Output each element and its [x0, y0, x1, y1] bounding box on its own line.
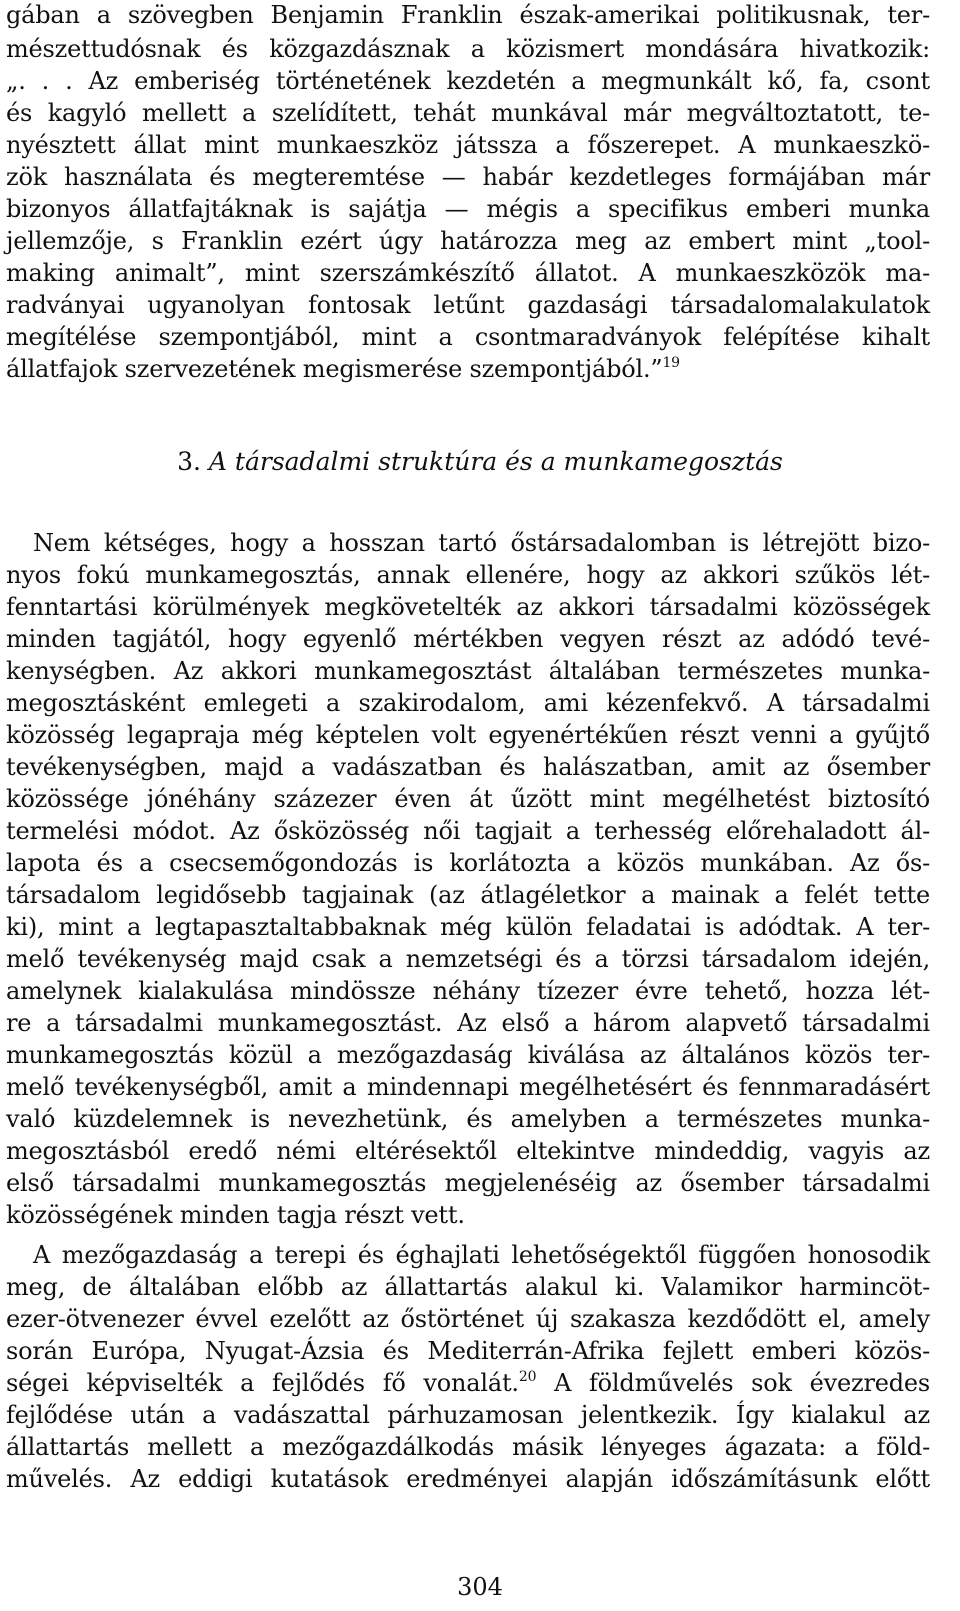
text-line: jellemzője, s Franklin ezért úgy határozza meg az embert mint „tool- — [6, 227, 930, 255]
text-line: megosztásként emlegeti a szakirodalom, ami kézenfekvő. A társadalmi — [6, 689, 930, 717]
text-line: zök használata és megteremtése — habár kezdetleges formájában már — [6, 163, 930, 191]
text-line: radványai ugyanolyan fontosak letűnt gazdasági társadalomalakulatok — [6, 291, 930, 319]
section-number: 3. — [177, 447, 201, 476]
text-line: fenntartási körülmények megkövetelték az akkori társadalmi közösségek — [6, 593, 930, 621]
text-line: ezer-ötvenezer évvel ezelőtt az őstörténet új szakasza kezdődött el, amely — [6, 1305, 930, 1333]
text-line: állattartás mellett a mezőgazdálkodás másik lényeges ágazata: a föld- — [6, 1433, 930, 1461]
text-line: „. . . Az emberiség történetének kezdetén a megmunkált kő, fa, csont — [6, 67, 930, 95]
line-text-tail: A földművelés sok évezredes — [554, 1369, 930, 1397]
text-line: gában a szövegben Benjamin Franklin észak-amerikai politikusnak, ter- — [6, 1, 930, 29]
text-line: való küzdelemnek is nevezhetünk, és amelyben a természetes munka- — [6, 1105, 930, 1133]
text-line: során Európa, Nyugat-Ázsia és Mediterrán-Afrika fejlett emberi közös- — [6, 1337, 930, 1365]
text-line: fejlődése után a vadászattal párhuzamosan jelentkezik. Így kialakul az — [6, 1401, 930, 1429]
text-line: mészettudósnak és közgazdásznak a közismert mondására hivatkozik: — [6, 35, 930, 63]
section-heading — [0, 446, 960, 478]
text-line — [6, 1368, 930, 1398]
text-line: A mezőgazdaság a terepi és éghajlati lehetőségektől függően honosodik — [33, 1241, 930, 1269]
text-line: kenységben. Az akkori munkamegosztást általában természetes munka- — [6, 657, 930, 685]
text-line: megosztásból eredő némi eltérésektől eltekintve mindeddig, vagyis az — [6, 1137, 930, 1165]
text-line — [6, 354, 930, 384]
text-line: nyésztett állat mint munkaeszköz játssza a főszerepet. A munkaeszkö- — [6, 131, 930, 159]
quote-last-text: állatfajok szervezetének megismerése szempontjából.” — [6, 355, 663, 383]
text-line: amelynek kialakulása mindössze néhány tízezer évre tehető, hozza lét- — [6, 977, 930, 1005]
text-line: re a társadalmi munkamegosztást. Az első a három alapvető társadalmi — [6, 1009, 930, 1037]
page-number: 304 — [457, 1573, 503, 1601]
footnote-ref: 20 — [518, 1369, 537, 1385]
text-line: tevékenységben, majd a vadászatban és halászatban, amit az ősember — [6, 753, 930, 781]
text-line: nyos fokú munkamegosztás, annak ellenére, hogy az akkori szűkös lét- — [6, 561, 930, 589]
text-line: megítélése szempontjából, mint a csontmaradványok felépítése kihalt — [6, 323, 930, 351]
text-line: bizonyos állatfajtáknak is sajátja — mégis a specifikus emberi munka — [6, 195, 930, 223]
text-line: minden tagjától, hogy egyenlő mértékben vegyen részt az adódó tevé- — [6, 625, 930, 653]
text-line: közösség legapraja még képtelen volt egyenértékűen részt venni a gyűjtő — [6, 721, 930, 749]
text-line: közösségének minden tagja részt vett. — [6, 1201, 465, 1229]
text-line: és kagyló mellett a szelídített, tehát munkával már megváltoztatott, te- — [6, 99, 930, 127]
text-line: making animalt”, mint szerszámkészítő állatot. A munkaeszközök ma- — [6, 259, 930, 287]
text-line: termelési módot. Az ősközösség női tagjait a terhesség előrehaladott ál- — [6, 817, 930, 845]
text-line: művelés. Az eddigi kutatások eredményei alapján időszámításunk előtt — [6, 1465, 930, 1493]
text-line: Nem kétséges, hogy a hosszan tartó őstársadalomban is létrejött bizo- — [33, 529, 930, 557]
section-title: A társadalmi struktúra és a munkamegosztás — [208, 447, 783, 476]
text-line: melő tevékenységből, amit a mindennapi megélhetésért és fennmaradásért — [6, 1073, 930, 1101]
text-line: első társadalmi munkamegosztás megjelenéséig az ősember társadalmi — [6, 1169, 930, 1197]
text-line: társadalom legidősebb tagjainak (az átlagéletkor a mainak a felét tette — [6, 881, 930, 909]
text-line: melő tevékenység majd csak a nemzetségi és a törzsi társadalom idején, — [6, 945, 930, 973]
line-text: ségei képviselték a fejlődés fő vonalát. — [6, 1369, 519, 1397]
text-line: közössége jónéhány százezer éven át űzött mint megélhetést biztosító — [6, 785, 930, 813]
text-line: meg, de általában előbb az állattartás alakul ki. Valamikor harmincöt- — [6, 1273, 930, 1301]
text-line: munkamegosztás közül a mezőgazdaság kiválása az általános közös ter- — [6, 1041, 930, 1069]
text-line: ki), mint a legtapasztaltabbaknak még külön feladatai is adódtak. A ter- — [6, 913, 930, 941]
footnote-ref: 19 — [662, 355, 680, 371]
text-line: lapota és a csecsemőgondozás is korlátozta a közös munkában. Az ős- — [6, 849, 930, 877]
